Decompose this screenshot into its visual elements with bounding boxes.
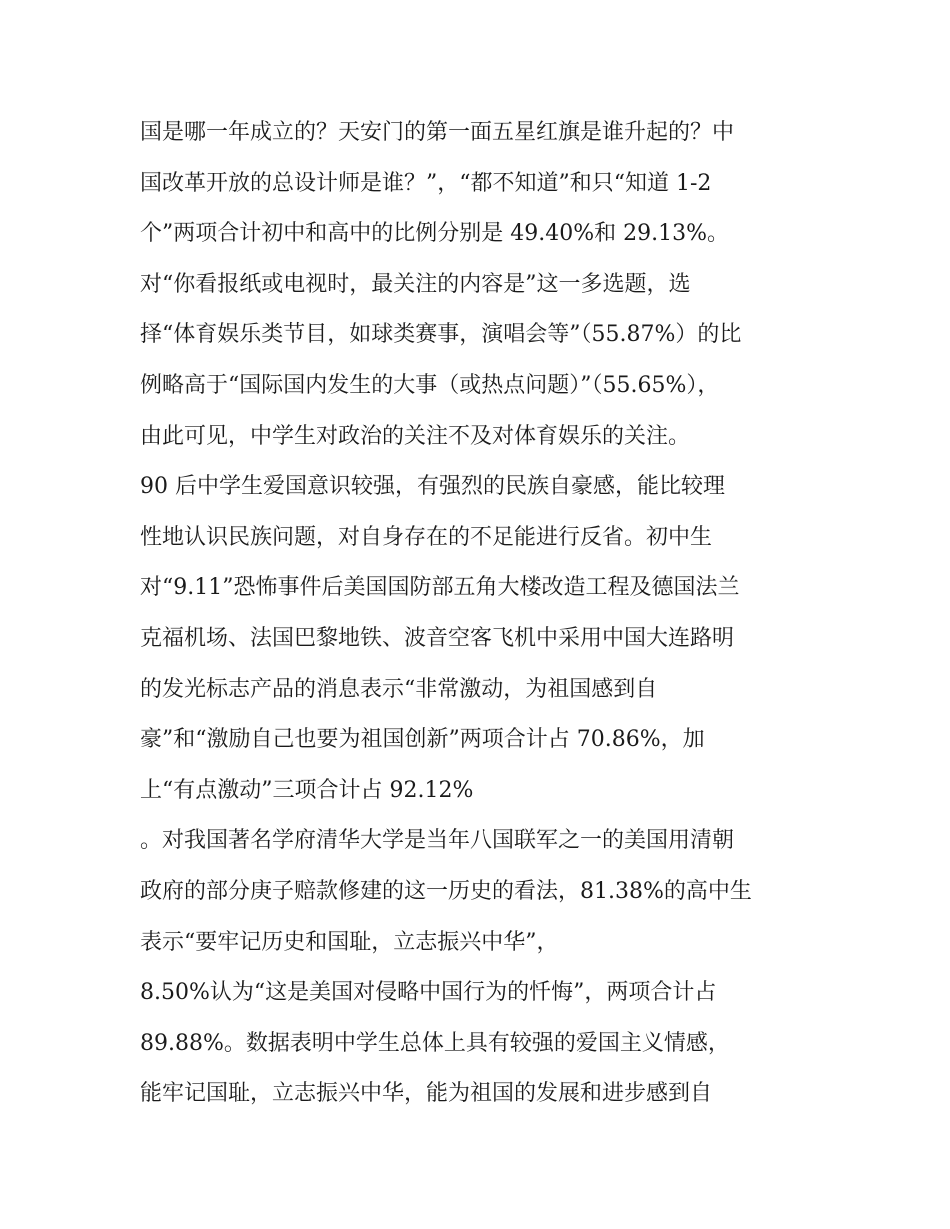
text-line: 由此可见，中学生对政治的关注不及对体育娱乐的关注。 bbox=[140, 423, 691, 449]
text-line: 89.88%。数据表明中学生总体上具有较强的爱国主义情感， bbox=[140, 1030, 730, 1056]
text-line: 克福机场、法国巴黎地铁、波音空客飞机中采用中国大连路明 bbox=[140, 625, 735, 651]
text-line: 对“9.11”恐怖事件后美国国防部五角大楼改造工程及德国法兰 bbox=[140, 575, 740, 601]
text-line: 择“体育娱乐类节目，如球类赛事，演唱会等”（55.87%）的比 bbox=[140, 322, 742, 348]
text-line: 。对我国著名学府清华大学是当年八国联军之一的美国用清朝 bbox=[140, 828, 735, 854]
text-line: 8.50%认为“这是美国对侵略中国行为的忏悔”，两项合计占 bbox=[140, 980, 717, 1006]
text-line: 90 后中学生爱国意识较强，有强烈的民族自豪感，能比较理 bbox=[140, 474, 725, 500]
text-line: 国是哪一年成立的？天安门的第一面五星红旗是谁升起的？中 bbox=[140, 120, 735, 145]
text-line: 豪”和“激励自己也要为祖国创新”两项合计占 70.86%，加 bbox=[140, 727, 705, 753]
text-line: 的发光标志产品的消息表示“非常激动，为祖国感到自 bbox=[140, 676, 658, 702]
text-line: 能牢记国耻，立志振兴中华，能为祖国的发展和进步感到自 bbox=[140, 1081, 713, 1107]
text-line: 国改革开放的总设计师是谁？”，“都不知道”和只“知道 1-2 bbox=[140, 170, 712, 196]
text-line: 对“你看报纸或电视时，最关注的内容是”这一多选题，选 bbox=[140, 271, 691, 297]
text-line: 性地认识民族问题，对自身存在的不足能进行反省。初中生 bbox=[140, 524, 713, 550]
text-line: 上“有点激动”三项合计占 92.12% bbox=[140, 777, 474, 803]
text-line: 政府的部分庚子赔款修建的这一历史的看法，81.38%的高中生 bbox=[140, 878, 752, 904]
text-line: 表示“要牢记历史和国耻，立志振兴中华”， bbox=[140, 929, 559, 955]
text-line: 个”两项合计初中和高中的比例分别是 49.40%和 29.13%。 bbox=[140, 221, 730, 247]
body-text bbox=[140, 108, 840, 1120]
text-line: 例略高于“国际国内发生的大事（或热点问题）”（55.65%）， bbox=[140, 372, 720, 398]
